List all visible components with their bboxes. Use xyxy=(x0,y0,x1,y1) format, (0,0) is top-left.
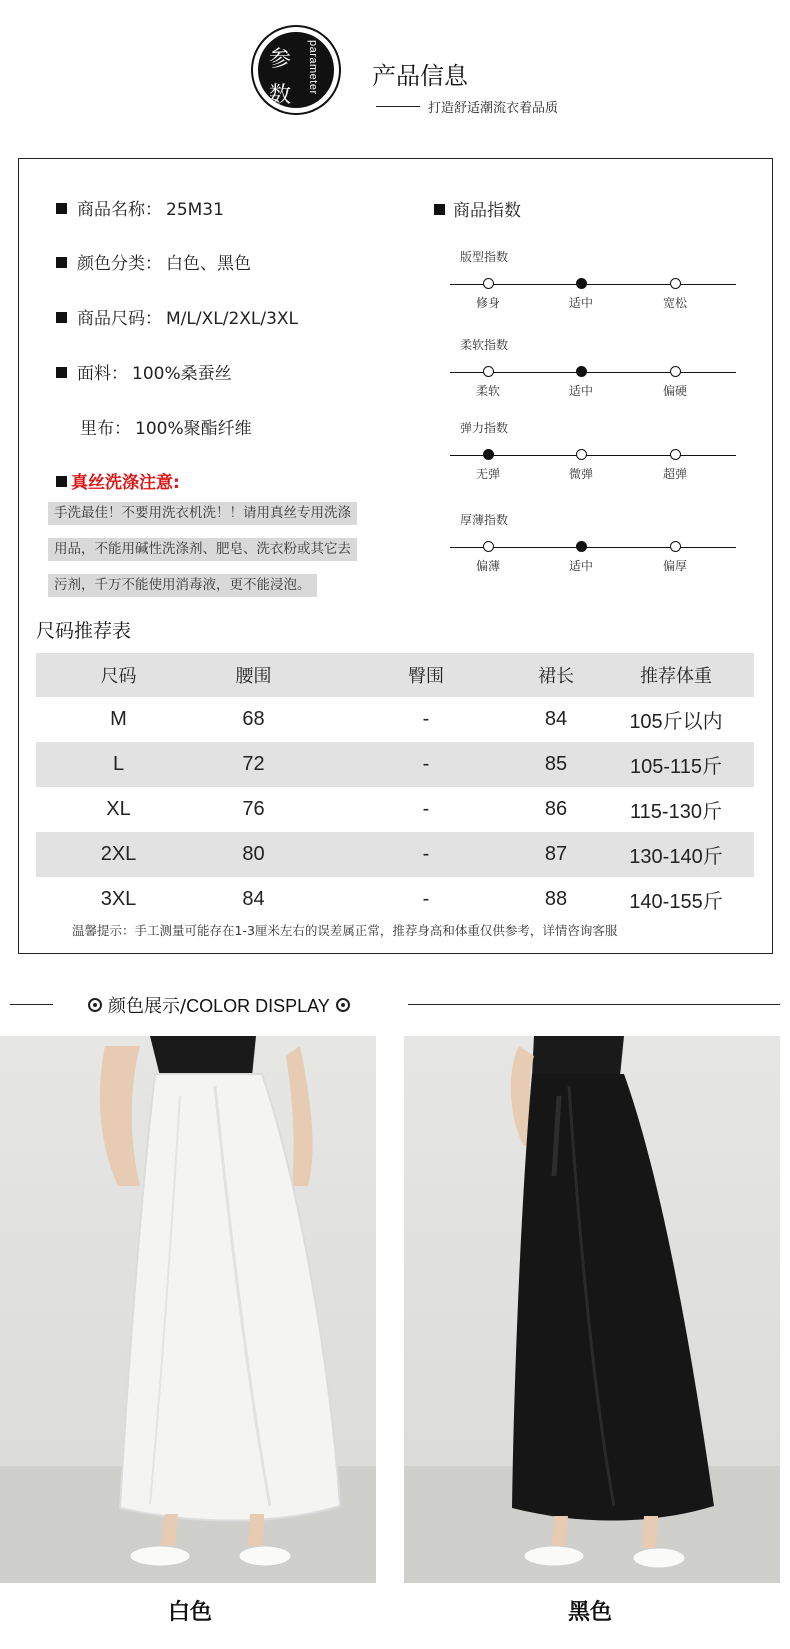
scale-label: 偏硬 xyxy=(662,384,687,398)
scale-dot xyxy=(670,541,681,552)
bullet-square xyxy=(434,204,445,215)
black-color-caption: 黑色 xyxy=(567,1600,612,1625)
black-skirt-illustration xyxy=(404,1036,780,1583)
page-title: 产品信息 xyxy=(372,62,468,90)
table-cell: 76 xyxy=(242,798,265,820)
section-divider-left xyxy=(10,1004,53,1005)
scale-dot xyxy=(670,366,681,377)
table-cell: 84 xyxy=(544,708,568,730)
scale-label: 无弹 xyxy=(475,467,500,481)
table-cell: 140-155斤 xyxy=(629,891,723,913)
table-header-row xyxy=(36,653,754,697)
white-skirt-illustration xyxy=(0,1036,376,1583)
elasticity-index-scale xyxy=(450,419,736,489)
attr-product-name: 商品名称： 25M31 xyxy=(56,195,224,220)
scale-label: 适中 xyxy=(568,559,593,573)
table-cell: 115-130斤 xyxy=(630,801,722,823)
parameter-badge xyxy=(253,27,339,113)
section-divider-right xyxy=(408,1004,780,1005)
wash-care-line: 用品，不能用碱性洗涤剂、肥皂、洗衣粉或其它去 xyxy=(48,538,357,561)
table-header-cell: 腰围 xyxy=(235,666,272,687)
white-skirt-photo xyxy=(0,1036,376,1583)
table-row xyxy=(36,787,754,832)
attr-fabric: 面料： 100%桑蚕丝 xyxy=(56,359,232,384)
scale-name: 弹力指数 xyxy=(460,421,509,435)
attr-lining: 里布： 100%聚酯纤维 xyxy=(80,419,252,439)
table-header-cell: 臀围 xyxy=(408,666,444,687)
table-cell: 84 xyxy=(242,888,265,910)
bullet-square xyxy=(56,257,67,268)
badge-char-1: 参 xyxy=(269,47,292,72)
table-cell: 85 xyxy=(544,753,568,775)
wash-care-line: 手洗最佳！不要用洗衣机洗！！请用真丝专用洗涤 xyxy=(48,502,357,525)
table-cell: 105斤以内 xyxy=(629,711,723,733)
table-cell: 86 xyxy=(544,798,568,820)
table-header-cell: 尺码 xyxy=(100,666,137,687)
scale-dot xyxy=(670,278,681,289)
table-cell: L xyxy=(112,753,125,775)
badge-english: parameter xyxy=(307,40,319,95)
scale-dot-selected xyxy=(576,366,587,377)
scale-dot-selected xyxy=(576,541,587,552)
index-title: 商品指数 xyxy=(434,196,521,221)
white-color-caption: 白色 xyxy=(167,1600,212,1625)
color-display-title: 颜色展示/COLOR DISPLAY xyxy=(82,992,356,1018)
size-table-title: 尺码推荐表 xyxy=(36,620,132,642)
bullet-square xyxy=(56,312,67,323)
scale-dot-selected xyxy=(483,449,494,460)
scale-label: 偏薄 xyxy=(475,559,500,573)
scale-name: 柔软指数 xyxy=(460,338,509,352)
scale-dot xyxy=(483,278,494,289)
table-cell: - xyxy=(422,708,430,730)
attr-size: 商品尺码： M/L/XL/2XL/3XL xyxy=(56,304,298,329)
table-cell: - xyxy=(422,843,430,865)
target-ring-icon xyxy=(88,998,102,1012)
table-cell: - xyxy=(422,753,430,775)
bullet-square xyxy=(56,367,67,378)
table-cell: 105-115斤 xyxy=(630,756,722,778)
table-header-cell: 裙长 xyxy=(538,666,574,687)
table-header-cell: 推荐体重 xyxy=(640,666,712,687)
table-cell: - xyxy=(422,888,430,910)
scale-dot xyxy=(576,449,587,460)
scale-dot xyxy=(483,366,494,377)
scale-dot xyxy=(483,541,494,552)
wash-care-line: 污剂，千万不能使用消毒液，更不能浸泡。 xyxy=(48,574,317,597)
table-cell: 3XL xyxy=(100,888,137,910)
table-cell: 88 xyxy=(544,888,568,910)
table-cell: 2XL xyxy=(100,843,137,865)
table-cell: - xyxy=(422,798,430,820)
scale-label: 柔软 xyxy=(475,384,500,398)
target-ring-icon xyxy=(336,998,350,1012)
subtitle-divider xyxy=(376,106,420,107)
table-row xyxy=(36,742,754,787)
scale-label: 适中 xyxy=(568,384,593,398)
attr-color: 颜色分类： 白色、黑色 xyxy=(56,249,251,274)
table-cell: 72 xyxy=(242,753,265,775)
scale-label: 适中 xyxy=(568,296,593,310)
table-cell: 87 xyxy=(544,843,568,865)
scale-label: 宽松 xyxy=(662,296,687,310)
fit-index-scale xyxy=(450,248,736,318)
table-row xyxy=(36,832,754,877)
bullet-square xyxy=(56,476,67,487)
black-skirt-photo xyxy=(404,1036,780,1583)
size-tip: 温馨提示：手工测量可能存在1-3厘米左右的误差属正常，推荐身高和体重仅供参考，详情咨询客服 xyxy=(72,923,618,938)
scale-label: 修身 xyxy=(475,296,500,310)
table-cell: M xyxy=(110,708,127,730)
scale-name: 版型指数 xyxy=(460,250,509,264)
softness-index-scale xyxy=(450,336,736,406)
table-cell: XL xyxy=(106,798,131,820)
table-cell: 130-140斤 xyxy=(629,846,723,868)
thickness-index-scale xyxy=(450,511,736,581)
badge-char-2: 数 xyxy=(269,83,292,108)
table-cell: 80 xyxy=(242,843,265,865)
size-table xyxy=(36,653,754,922)
table-cell: 68 xyxy=(242,708,265,730)
scale-name: 厚薄指数 xyxy=(460,513,509,527)
scale-label: 超弹 xyxy=(662,467,687,481)
scale-label: 微弹 xyxy=(568,467,593,481)
table-row xyxy=(36,697,754,742)
scale-dot-selected xyxy=(576,278,587,289)
page-subtitle: 打造舒适潮流衣着品质 xyxy=(428,101,559,116)
scale-dot xyxy=(670,449,681,460)
bullet-square xyxy=(56,203,67,214)
table-row xyxy=(36,877,754,922)
wash-care-title: 真丝洗涤注意: xyxy=(56,468,180,493)
scale-label: 偏厚 xyxy=(662,559,687,573)
